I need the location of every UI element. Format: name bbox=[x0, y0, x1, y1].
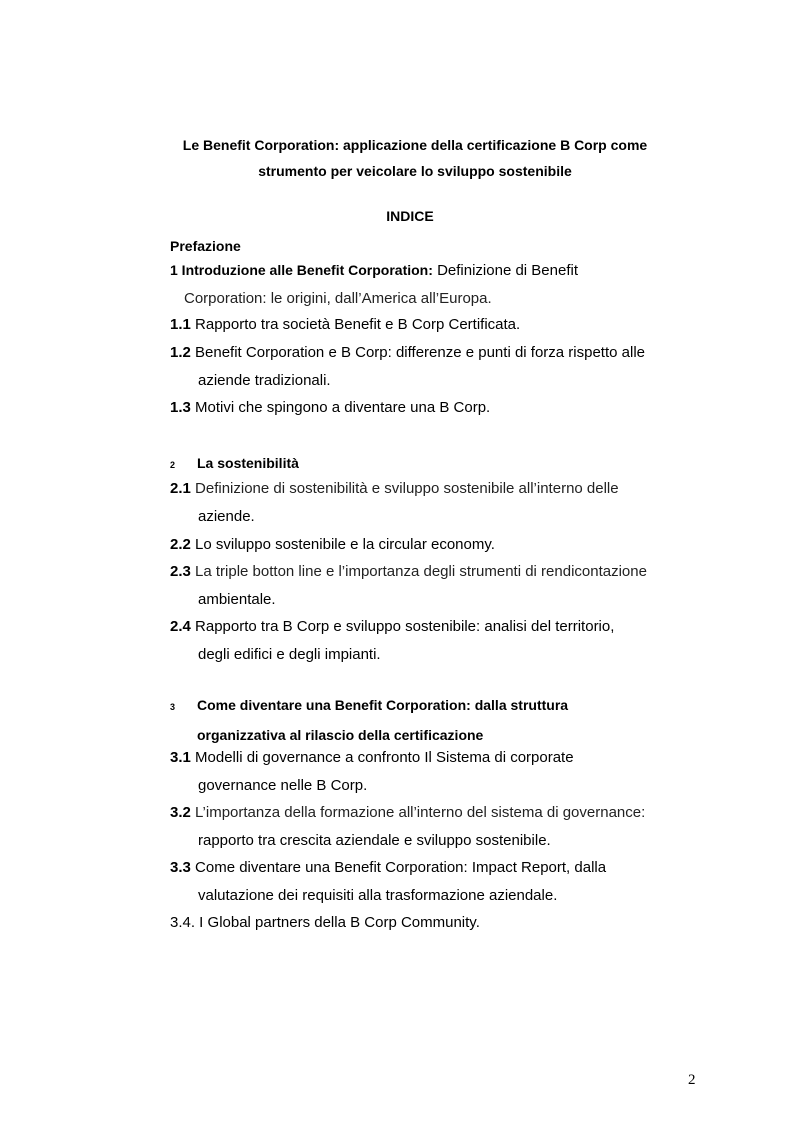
title-line-1: Le Benefit Corporation: applicazione della certificazione B Corp come bbox=[182, 137, 648, 153]
toc-item-2-3 bbox=[170, 558, 690, 614]
toc-item-1-3 bbox=[170, 394, 690, 422]
toc-chapter-number: 3 bbox=[170, 702, 176, 712]
toc-item-2-4 bbox=[170, 613, 690, 669]
toc-item-number: 2.2 bbox=[170, 536, 191, 553]
toc-item-number: 3.2 bbox=[170, 804, 191, 821]
toc-item-text-cont: degli edifici e degli impianti. bbox=[198, 646, 381, 663]
toc-item-text: Motivi che spingono a diventare una B Corp. bbox=[190, 399, 491, 416]
toc-chapter-title: La sostenibilità bbox=[197, 455, 299, 471]
toc-item-3-1 bbox=[170, 744, 690, 800]
toc-item-text-cont: governance nelle B Corp. bbox=[198, 777, 368, 794]
page-number: 2 bbox=[688, 1072, 696, 1088]
toc-item-number: 2.3 bbox=[170, 563, 191, 580]
index-heading: INDICE bbox=[386, 208, 434, 224]
toc-item-2-2 bbox=[170, 531, 690, 559]
toc-item-text: La triple botton line e l’importanza degli strumenti di rendicontazione bbox=[190, 563, 647, 580]
toc-chapter-3 bbox=[170, 691, 690, 749]
toc-item-text: Modelli di governance a confronto Il Sistema di corporate bbox=[190, 749, 574, 766]
toc-item-3-4: 3.4. I Global partners della B Corp Community. bbox=[170, 914, 480, 931]
toc-chapter-1-bold: 1 Introduzione alle Benefit Corporation: bbox=[170, 262, 433, 278]
toc-item-text-cont: rapporto tra crescita aziendale e sviluppo sostenibile. bbox=[198, 832, 551, 849]
toc-item-text-cont: valutazione dei requisiti alla trasformazione aziendale. bbox=[198, 887, 558, 904]
toc-item-3-2 bbox=[170, 799, 690, 855]
toc-item-number: 2.4 bbox=[170, 618, 191, 635]
toc-item-text: L’importanza della formazione all’interno del sistema di governance: bbox=[190, 804, 646, 821]
toc-chapter-1-cont: Corporation: le origini, dall’America all’Europa. bbox=[184, 290, 492, 307]
toc-item-3-3 bbox=[170, 854, 690, 910]
toc-item-text-cont: aziende tradizionali. bbox=[198, 372, 331, 389]
toc-item-text-cont: ambientale. bbox=[198, 591, 276, 608]
toc-item-number: 2.1 bbox=[170, 480, 191, 497]
toc-prefazione: Prefazione bbox=[170, 238, 241, 254]
toc-item-1-2 bbox=[170, 339, 690, 395]
toc-item-text-cont: aziende. bbox=[198, 508, 255, 525]
toc-item-number: 3.1 bbox=[170, 749, 191, 766]
toc-item-number: 1.2 bbox=[170, 344, 191, 361]
toc-item-number: 1.3 bbox=[170, 399, 191, 416]
toc-item-text: Come diventare una Benefit Corporation: Impact Report, dalla bbox=[190, 859, 607, 876]
toc-item-number: 3.3 bbox=[170, 859, 191, 876]
toc-chapter-title: Come diventare una Benefit Corporation: dalla struttura bbox=[197, 697, 569, 713]
document-title bbox=[150, 132, 680, 184]
toc-chapter-1-rest: Definizione di Benefit bbox=[432, 262, 578, 279]
toc-chapter-1 bbox=[170, 256, 690, 313]
toc-item-1-1 bbox=[170, 311, 690, 339]
title-line-2: strumento per veicolare lo sviluppo sostenibile bbox=[258, 163, 572, 179]
toc-item-number: 1.1 bbox=[170, 316, 191, 333]
toc-chapter-title-cont: organizzativa al rilascio della certificazione bbox=[197, 727, 484, 743]
toc-item-text: Lo sviluppo sostenibile e la circular economy. bbox=[190, 536, 495, 553]
toc-item-text: Rapporto tra B Corp e sviluppo sostenibile: analisi del territorio, bbox=[190, 618, 615, 635]
toc-item-text: Benefit Corporation e B Corp: differenze e punti di forza rispetto alle bbox=[190, 344, 646, 361]
toc-item-2-1 bbox=[170, 475, 690, 531]
toc-item-text: Rapporto tra società Benefit e B Corp Certificata. bbox=[190, 316, 521, 333]
toc-item-text: Definizione di sostenibilità e sviluppo sostenibile all’interno delle bbox=[190, 480, 619, 497]
toc-chapter-number: 2 bbox=[170, 460, 176, 470]
